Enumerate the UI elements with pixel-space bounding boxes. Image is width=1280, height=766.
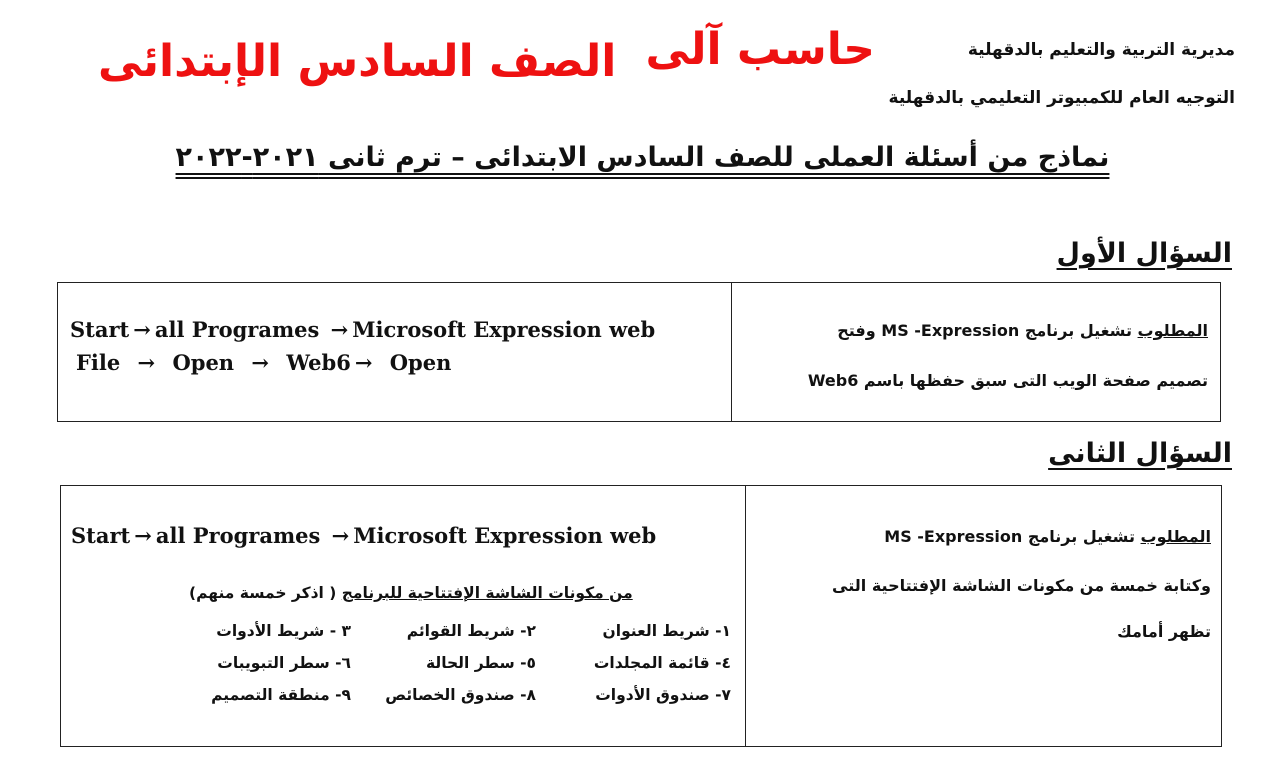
path-step: Microsoft Expression web (353, 523, 657, 548)
right-arrow-icon: → (331, 523, 350, 548)
list-item: ١- شريط العنوان (602, 622, 731, 640)
path-step: Start (71, 523, 131, 548)
list-item: ٩- منطقة التصميم (211, 686, 351, 704)
list-item: ٣ - شريط الأدوات (216, 622, 351, 640)
list-item: ٨- صندوق الخصائص (385, 686, 536, 704)
directorate-name: مديرية التربية والتعليم بالدقهلية (967, 40, 1235, 60)
path-step: Microsoft Expression web (352, 317, 656, 342)
page-title: نماذج من أسئلة العملى للصف السادس الابتدائى – ترم ثانى ٢٠٢١-٢٠٢٢ (175, 142, 1110, 173)
q2-task-line1 (884, 519, 1211, 555)
path-step: Open (172, 350, 235, 375)
right-arrow-icon: → (330, 317, 349, 342)
q2-box (60, 485, 1222, 747)
q1-heading: السؤال الأول (1056, 238, 1232, 269)
right-arrow-icon: → (251, 350, 269, 375)
q2-answer-path1 (71, 523, 656, 548)
guidance-name: التوجيه العام للكمبيوتر التعليمي بالدقهلية (888, 88, 1235, 108)
required-label: المطلوب (1137, 321, 1208, 340)
right-arrow-icon: → (354, 350, 373, 375)
path-step: Web6 (286, 350, 351, 375)
required-label: المطلوب (1140, 527, 1211, 546)
q1-divider (731, 283, 732, 421)
q2-task-line2: وكتابة خمسة من مكونات الشاشة الإفتتاحية التى (832, 576, 1211, 595)
list-item: ٤- قائمة المجلدات (593, 654, 731, 672)
q1-box (57, 282, 1221, 422)
right-arrow-icon: → (137, 350, 156, 375)
list-item: ٥- سطر الحالة (425, 654, 536, 672)
path-step: Open (389, 350, 452, 375)
q1-answer-path2 (76, 350, 451, 375)
q2-divider (745, 486, 746, 746)
components-heading-line (189, 584, 633, 602)
grade-title: الصف السادس الإبتدائى (98, 36, 617, 87)
path-step: Start (70, 317, 130, 342)
q2-heading: السؤال الثانى (1048, 438, 1232, 469)
list-item: ٢- شريط القوائم (406, 622, 536, 640)
q2-task-line3: تظهر أمامك (1117, 622, 1211, 641)
list-item: ٦- سطر التبويبات (217, 654, 351, 672)
subject-title: حاسب آلى (645, 24, 875, 75)
path-step: File (76, 350, 121, 375)
q1-task-line2: تصميم صفحة الويب التى سبق حفظها باسم Web6 (807, 371, 1208, 390)
path-step: all Programes (154, 317, 320, 342)
task-text: تشغيل برنامج MS -Expression (884, 527, 1141, 546)
list-item: ٧- صندوق الأدوات (595, 686, 731, 704)
path-step: all Programes (155, 523, 321, 548)
q1-answer-path1 (70, 317, 655, 342)
right-arrow-icon: → (134, 523, 152, 548)
components-note: ( اذكر خمسة منهم) (189, 584, 337, 602)
task-text: تشغيل برنامج MS -Expression وفتح (837, 321, 1138, 340)
right-arrow-icon: → (133, 317, 151, 342)
components-heading: من مكونات الشاشة الإفتتاحية للبرنامج (341, 584, 633, 602)
q1-task-line1 (837, 313, 1208, 349)
